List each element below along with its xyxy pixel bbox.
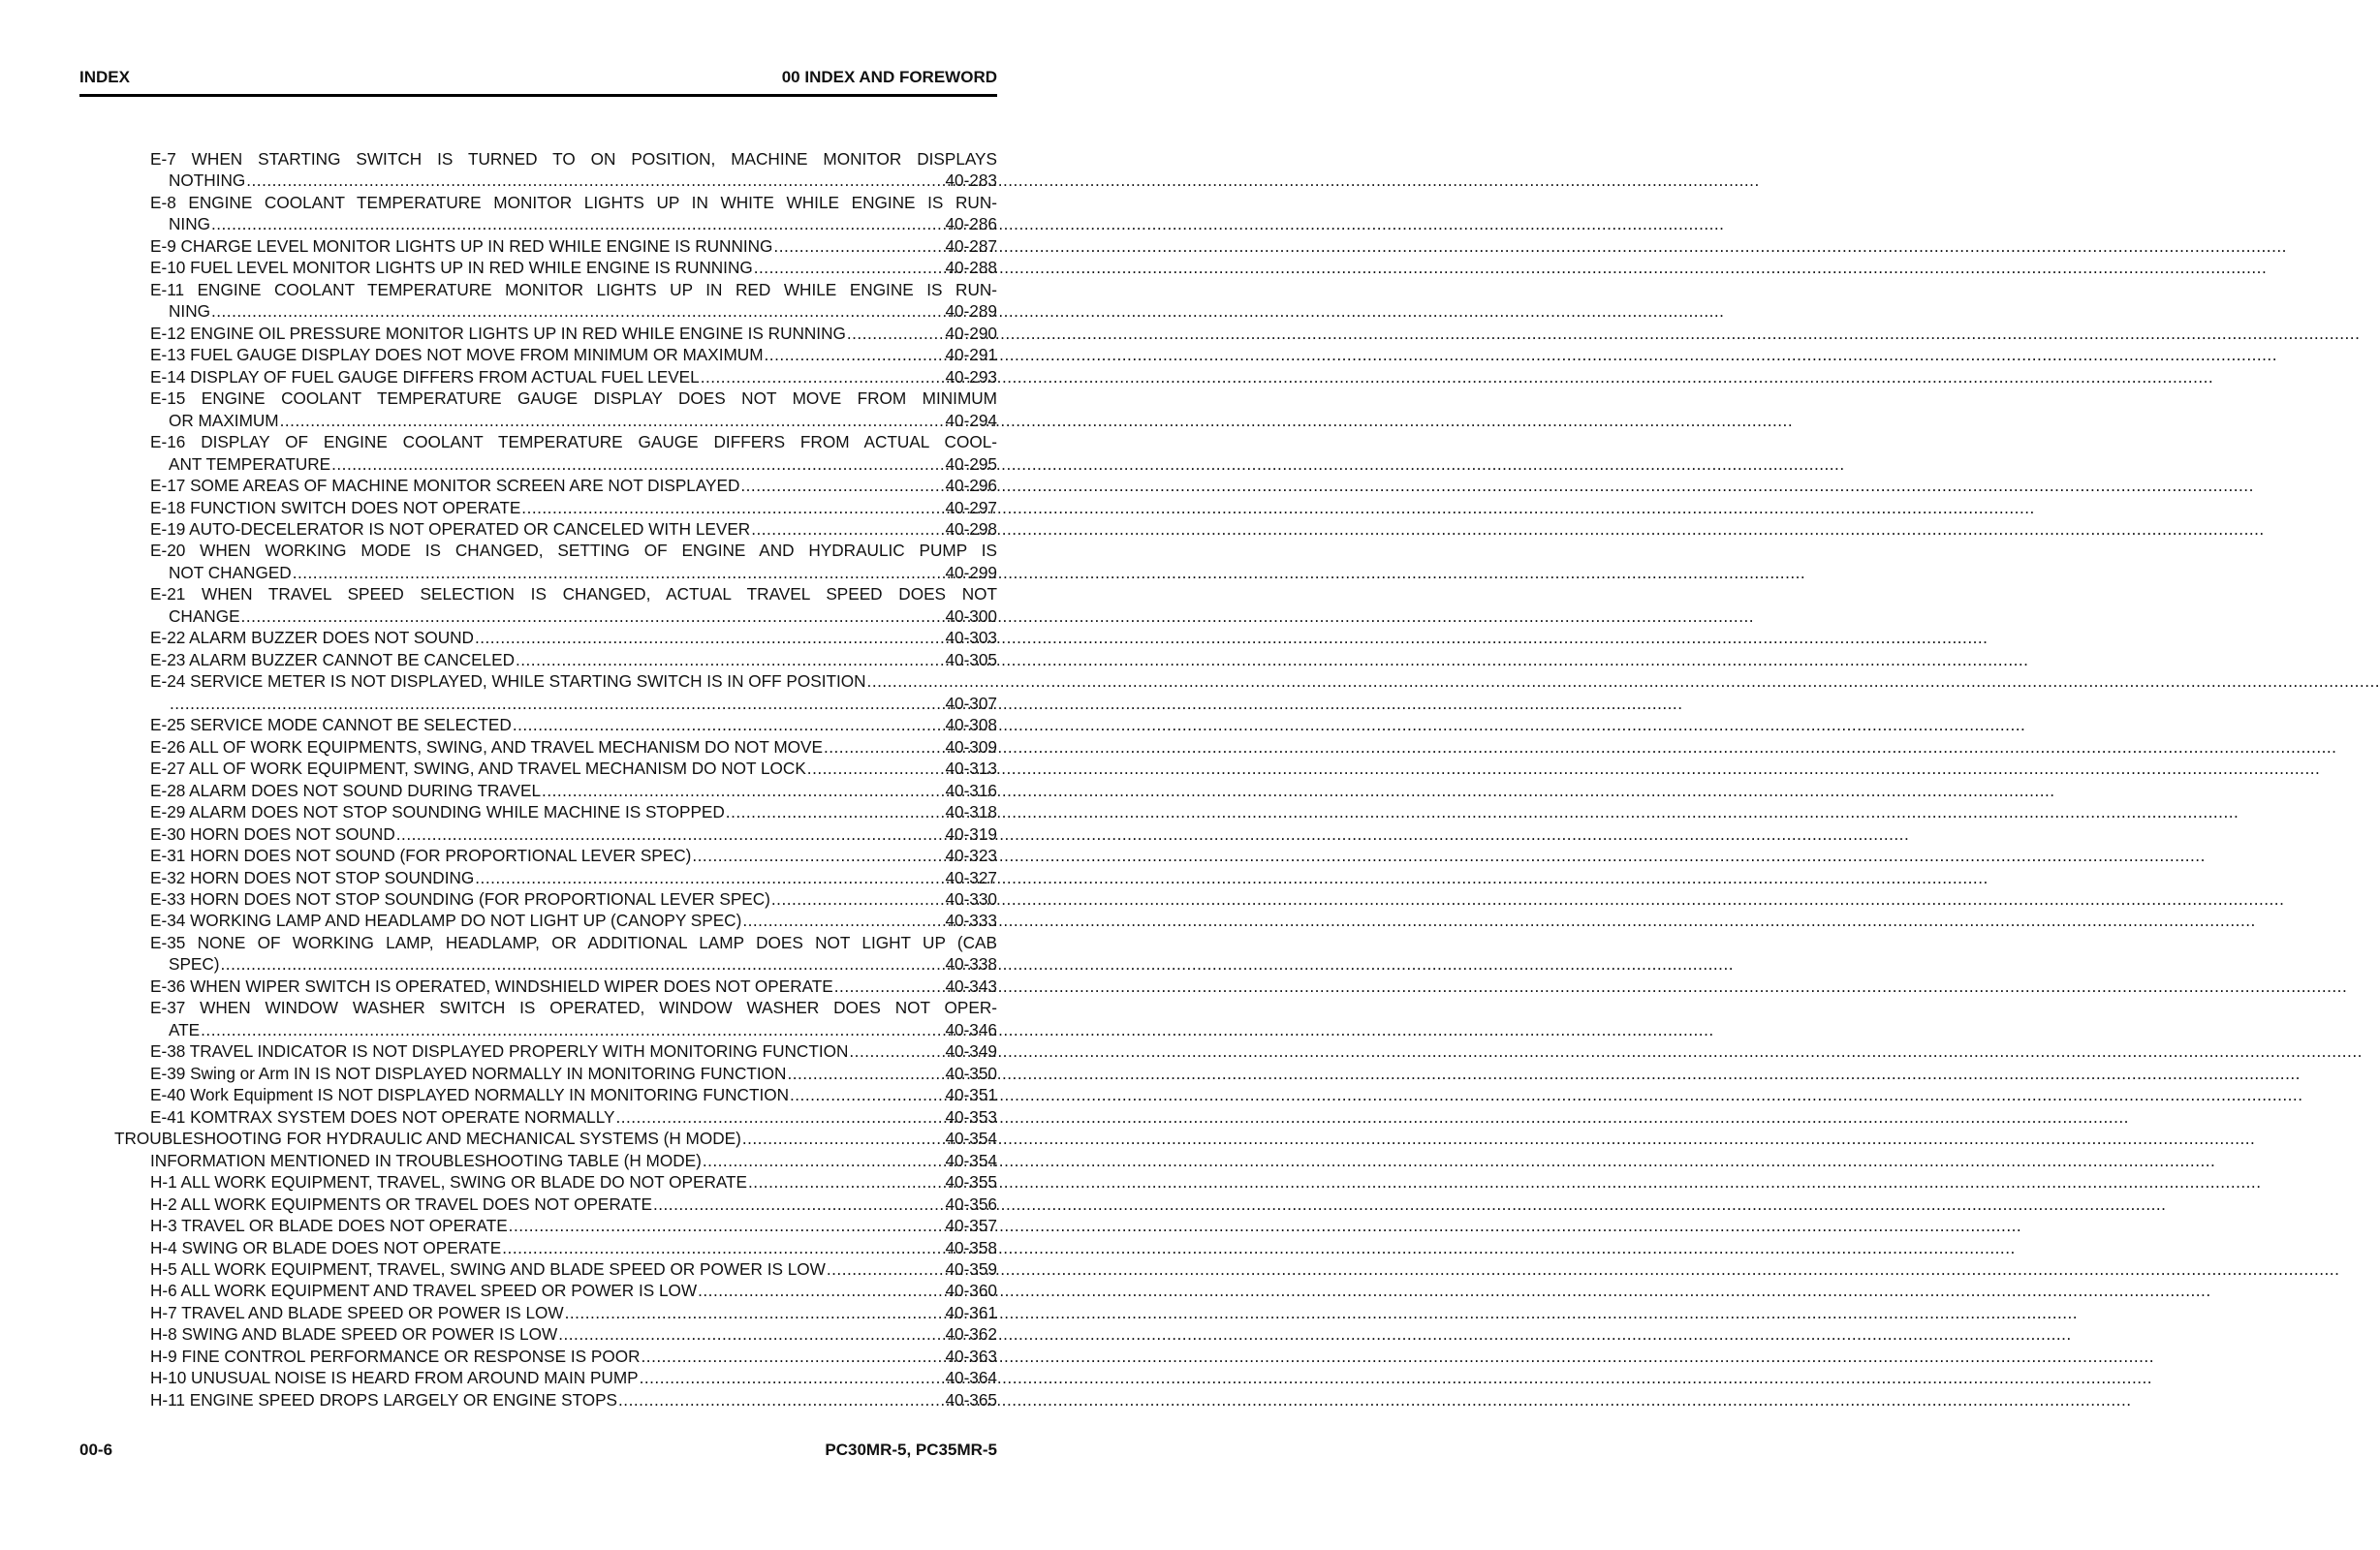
entry-title: E-26 ALL OF WORK EQUIPMENTS, SWING, AND TRAVEL MECHANISM DO NOT MOVE xyxy=(150,736,823,757)
index-entry xyxy=(114,1128,997,1150)
dot-leader xyxy=(827,1258,945,1281)
dot-leader xyxy=(516,649,944,671)
entry-title: E-10 FUEL LEVEL MONITOR LIGHTS UP IN RED WHILE ENGINE IS RUNNING xyxy=(150,258,753,278)
entry-page-ref: 40-362 xyxy=(945,1324,997,1345)
entry-title: E-37 WHEN WINDOW WASHER SWITCH IS OPERATED, WINDOW WASHER DOES NOT OPER- xyxy=(150,998,997,1018)
dot-leader xyxy=(396,823,945,846)
entry-title: H-6 ALL WORK EQUIPMENT AND TRAVEL SPEED OR POWER IS LOW xyxy=(150,1281,698,1301)
index-entry xyxy=(150,431,997,453)
dot-leader xyxy=(740,475,944,497)
entry-page-ref: 40-295 xyxy=(945,453,997,474)
entry-page-ref: 40-353 xyxy=(945,1106,997,1127)
dot-leader xyxy=(241,605,945,628)
entry-page-ref: 40-365 xyxy=(945,1389,997,1410)
dot-leader xyxy=(475,867,944,889)
index-entry xyxy=(150,670,997,693)
index-entry xyxy=(150,1215,997,1237)
index-entry xyxy=(169,213,997,235)
index-entry xyxy=(150,1346,997,1368)
entry-title: E-25 SERVICE MODE CANNOT BE SELECTED xyxy=(150,715,512,735)
index-entry xyxy=(150,279,997,301)
entry-page-ref: 40-288 xyxy=(945,258,997,278)
dot-leader xyxy=(807,758,945,780)
entry-title: ATE xyxy=(169,1019,201,1039)
entry-title: E-40 Work Equipment IS NOT DISPLAYED NORMALLY IN MONITORING FUNCTION xyxy=(150,1085,789,1105)
entry-title: E-23 ALARM BUZZER CANNOT BE CANCELED xyxy=(150,649,515,669)
entry-title: E-13 FUEL GAUGE DISPLAY DOES NOT MOVE FROM MINIMUM OR MAXIMUM xyxy=(150,345,764,365)
entry-title: E-32 HORN DOES NOT STOP SOUNDING xyxy=(150,867,475,887)
index-entry xyxy=(150,867,997,889)
entry-title: E-8 ENGINE COOLANT TEMPERATURE MONITOR LIGHTS UP IN WHITE WHILE ENGINE IS RUN- xyxy=(150,192,997,212)
entry-title: E-22 ALARM BUZZER DOES NOT SOUND xyxy=(150,628,474,648)
index-entry xyxy=(150,1302,997,1324)
entry-title: H-5 ALL WORK EQUIPMENT, TRAVEL, SWING AND BLADE SPEED OR POWER IS LOW xyxy=(150,1258,826,1279)
entry-title: E-36 WHEN WIPER SWITCH IS OPERATED, WINDSHIELD WIPER DOES NOT OPERATE xyxy=(150,976,833,996)
index-entry xyxy=(150,758,997,780)
index-entry xyxy=(150,1106,997,1129)
dot-leader xyxy=(701,366,945,388)
entry-page-ref: 40-333 xyxy=(945,911,997,931)
entry-title: E-14 DISPLAY OF FUEL GAUGE DIFFERS FROM ACTUAL FUEL LEVEL xyxy=(150,366,700,387)
entry-page-ref: 40-349 xyxy=(945,1041,997,1062)
entry-title: E-38 TRAVEL INDICATOR IS NOT DISPLAYED PROPERLY WITH MONITORING FUNCTION xyxy=(150,1041,849,1062)
entry-page-ref: 40-283 xyxy=(945,170,997,191)
dot-leader xyxy=(331,453,944,476)
entry-title: E-24 SERVICE METER IS NOT DISPLAYED, WHILE STARTING SWITCH IS IN OFF POSITION xyxy=(150,671,866,692)
index-entry xyxy=(150,583,997,605)
index-entry xyxy=(150,148,997,170)
entry-page-ref: 40-357 xyxy=(945,1216,997,1236)
entry-title: H-8 SWING AND BLADE SPEED OR POWER IS LOW xyxy=(150,1324,558,1345)
dot-leader xyxy=(726,801,945,823)
entry-title: E-7 WHEN STARTING SWITCH IS TURNED TO ON POSITION, MACHINE MONITOR DISPLAYS xyxy=(150,149,997,169)
entry-title: E-12 ENGINE OIL PRESSURE MONITOR LIGHTS UP IN RED WHILE ENGINE IS RUNNING xyxy=(150,323,846,343)
dot-leader xyxy=(754,257,945,279)
dot-leader xyxy=(640,1367,945,1389)
dot-leader xyxy=(773,235,944,258)
index-entry xyxy=(150,888,997,911)
dot-leader xyxy=(558,1323,944,1346)
model-name: PC30MR-5, PC35MR-5 xyxy=(825,1441,997,1459)
entry-page-ref: 40-287 xyxy=(945,235,997,256)
dot-leader xyxy=(765,344,945,366)
dot-leader xyxy=(751,518,944,541)
dot-leader xyxy=(849,1040,944,1063)
dot-leader xyxy=(502,1237,944,1259)
entry-title: H-2 ALL WORK EQUIPMENTS OR TRAVEL DOES NOT OPERATE xyxy=(150,1194,652,1214)
index-entry xyxy=(150,1084,997,1106)
entry-page-ref: 40-358 xyxy=(945,1237,997,1257)
index-entry xyxy=(150,1171,997,1194)
index-entry xyxy=(150,540,997,562)
entry-title: E-39 Swing or Arm IN IS NOT DISPLAYED NORMALLY IN MONITORING FUNCTION xyxy=(150,1063,787,1083)
index-entry xyxy=(150,736,997,759)
header-rule xyxy=(79,94,997,97)
dot-leader xyxy=(867,670,996,693)
dot-leader xyxy=(847,323,945,345)
index-entry xyxy=(169,693,997,715)
entry-title: E-35 NONE OF WORKING LAMP, HEADLAMP, OR ADDITIONAL LAMP DOES NOT LIGHT UP (CAB xyxy=(150,932,997,952)
index-entry xyxy=(169,1019,997,1041)
dot-leader xyxy=(692,845,944,867)
index-entry xyxy=(150,823,997,846)
entry-title: NING xyxy=(169,214,210,234)
entry-page-ref: 40-363 xyxy=(945,1346,997,1366)
entry-page-ref: 40-356 xyxy=(945,1194,997,1214)
index-entry xyxy=(150,1040,997,1063)
index-entry xyxy=(150,1237,997,1259)
index-entry xyxy=(150,1194,997,1216)
dot-leader xyxy=(787,1063,944,1085)
entry-title: E-30 HORN DOES NOT SOUND xyxy=(150,823,395,844)
entry-page-ref: 40-309 xyxy=(945,736,997,757)
entry-page-ref: 40-360 xyxy=(945,1281,997,1301)
index-entry xyxy=(150,257,997,279)
entry-title: OR MAXIMUM xyxy=(169,410,279,430)
index-entry xyxy=(169,170,997,192)
entry-page-ref: 40-354 xyxy=(945,1129,997,1149)
entry-title: E-21 WHEN TRAVEL SPEED SELECTION IS CHANGED, ACTUAL TRAVEL SPEED DOES NOT xyxy=(150,584,997,604)
entry-page-ref: 40-359 xyxy=(945,1258,997,1279)
entry-title: H-1 ALL WORK EQUIPMENT, TRAVEL, SWING OR BLADE DO NOT OPERATE xyxy=(150,1172,748,1193)
entry-title: E-9 CHARGE LEVEL MONITOR LIGHTS UP IN RED WHILE ENGINE IS RUNNING xyxy=(150,235,773,256)
entry-page-ref: 40-351 xyxy=(945,1085,997,1105)
entry-title: NOTHING xyxy=(169,170,246,191)
entry-title: E-28 ALARM DOES NOT SOUND DURING TRAVEL xyxy=(150,780,542,800)
index-entry xyxy=(169,605,997,628)
index-entry xyxy=(150,649,997,671)
entry-page-ref: 40-308 xyxy=(945,715,997,735)
index-entry xyxy=(150,627,997,649)
entry-page-ref: 40-323 xyxy=(945,846,997,866)
page-number: 00-6 xyxy=(79,1441,113,1459)
dot-leader xyxy=(475,627,945,649)
index-entry xyxy=(169,453,997,476)
entry-title: E-34 WORKING LAMP AND HEADLAMP DO NOT LIGHT UP (CANOPY SPEC) xyxy=(150,911,742,931)
entry-title: E-33 HORN DOES NOT STOP SOUNDING (FOR PROPORTIONAL LEVER SPEC) xyxy=(150,888,770,909)
index-entry xyxy=(150,714,997,736)
dot-leader xyxy=(653,1194,945,1216)
entry-title: TROUBLESHOOTING FOR HYDRAULIC AND MECHANICAL SYSTEMS (H MODE) xyxy=(114,1129,741,1149)
index-entry xyxy=(150,1150,997,1172)
dot-leader xyxy=(748,1171,944,1194)
entry-title: H-11 ENGINE SPEED DROPS LARGELY OR ENGINE STOPS xyxy=(150,1389,618,1410)
dot-leader xyxy=(509,1215,945,1237)
entry-title: E-31 HORN DOES NOT SOUND (FOR PROPORTIONAL LEVER SPEC) xyxy=(150,846,692,866)
entry-page-ref: 40-354 xyxy=(945,1150,997,1170)
entry-title: H-9 FINE CONTROL PERFORMANCE OR RESPONSE IS POOR xyxy=(150,1346,641,1366)
entry-title: E-17 SOME AREAS OF MACHINE MONITOR SCREEN ARE NOT DISPLAYED xyxy=(150,476,740,496)
header-chapter-title: 00 INDEX AND FOREWORD xyxy=(781,68,997,86)
dot-leader xyxy=(280,410,945,432)
entry-page-ref: 40-318 xyxy=(945,802,997,822)
entry-title: INFORMATION MENTIONED IN TROUBLESHOOTING TABLE (H MODE) xyxy=(150,1150,702,1170)
dot-leader xyxy=(790,1084,944,1106)
entry-title: E-20 WHEN WORKING MODE IS CHANGED, SETTING OF ENGINE AND HYDRAULIC PUMP IS xyxy=(150,541,997,561)
index-entry xyxy=(150,845,997,867)
entry-title: E-11 ENGINE COOLANT TEMPERATURE MONITOR LIGHTS UP IN RED WHILE ENGINE IS RUN- xyxy=(150,279,997,299)
index-entry xyxy=(150,388,997,410)
entry-page-ref: 40-319 xyxy=(945,823,997,844)
entry-title: SPEC) xyxy=(169,954,220,975)
index-entry xyxy=(169,300,997,323)
dot-leader xyxy=(742,1128,945,1150)
index-entry xyxy=(150,1063,997,1085)
index-entry xyxy=(150,192,997,214)
entry-page-ref: 40-290 xyxy=(945,323,997,343)
index-entry xyxy=(150,801,997,823)
dot-leader xyxy=(170,693,944,715)
dot-leader xyxy=(824,736,944,759)
dot-leader xyxy=(513,714,945,736)
index-entry xyxy=(169,562,997,584)
entry-page-ref: 40-297 xyxy=(945,497,997,517)
index-entry xyxy=(150,1389,997,1411)
dot-leader xyxy=(834,976,945,998)
entry-title: E-15 ENGINE COOLANT TEMPERATURE GAUGE DISPLAY DOES NOT MOVE FROM MINIMUM xyxy=(150,388,997,409)
entry-page-ref: 40-343 xyxy=(945,976,997,996)
index-entry xyxy=(169,410,997,432)
entry-page-ref: 40-296 xyxy=(945,476,997,496)
index-entry xyxy=(150,366,997,388)
dot-leader xyxy=(521,497,944,519)
index-entry xyxy=(150,1367,997,1389)
entry-title: NING xyxy=(169,301,210,322)
dot-leader xyxy=(615,1106,944,1129)
dot-leader xyxy=(542,780,944,802)
entry-page-ref: 40-361 xyxy=(945,1302,997,1322)
entry-title: H-4 SWING OR BLADE DOES NOT OPERATE xyxy=(150,1237,502,1257)
entry-page-ref: 40-327 xyxy=(945,867,997,887)
entry-title: E-18 FUNCTION SWITCH DOES NOT OPERATE xyxy=(150,497,521,517)
entry-title: E-19 AUTO-DECELERATOR IS NOT OPERATED OR CANCELED WITH LEVER xyxy=(150,518,751,539)
entry-page-ref: 40-307 xyxy=(945,693,997,713)
index-entry xyxy=(150,932,997,954)
index-entry xyxy=(150,475,997,497)
index-entry xyxy=(169,953,997,976)
dot-leader xyxy=(293,562,945,584)
dot-leader xyxy=(742,910,944,932)
entry-title: E-41 KOMTRAX SYSTEM DOES NOT OPERATE NORMALLY xyxy=(150,1106,615,1127)
entry-page-ref: 40-299 xyxy=(945,562,997,582)
entry-page-ref: 40-291 xyxy=(945,345,997,365)
entry-page-ref: 40-298 xyxy=(945,518,997,539)
dot-leader xyxy=(703,1150,945,1172)
entry-title: E-27 ALL OF WORK EQUIPMENT, SWING, AND TRAVEL MECHANISM DO NOT LOCK xyxy=(150,759,806,779)
entry-title: NOT CHANGED xyxy=(169,562,292,582)
entry-page-ref: 40-286 xyxy=(945,214,997,234)
dot-leader xyxy=(246,170,944,192)
entry-page-ref: 40-303 xyxy=(945,628,997,648)
dot-leader xyxy=(698,1280,944,1302)
dot-leader xyxy=(201,1019,944,1041)
entry-title: E-16 DISPLAY OF ENGINE COOLANT TEMPERATURE GAUGE DIFFERS FROM ACTUAL COOL- xyxy=(150,432,997,452)
entry-page-ref: 40-316 xyxy=(945,780,997,800)
entry-title: E-29 ALARM DOES NOT STOP SOUNDING WHILE MACHINE IS STOPPED xyxy=(150,802,725,822)
entry-page-ref: 40-338 xyxy=(945,954,997,975)
index-entry xyxy=(150,344,997,366)
index-entry xyxy=(150,910,997,932)
entry-page-ref: 40-355 xyxy=(945,1172,997,1193)
entry-page-ref: 40-300 xyxy=(945,605,997,626)
index-entry xyxy=(150,497,997,519)
dot-leader xyxy=(642,1346,945,1368)
entry-title: H-7 TRAVEL AND BLADE SPEED OR POWER IS LOW xyxy=(150,1302,564,1322)
index-entry xyxy=(150,1258,997,1281)
entry-title: H-10 UNUSUAL NOISE IS HEARD FROM AROUND MAIN PUMP xyxy=(150,1368,639,1388)
dot-leader xyxy=(618,1389,944,1411)
dot-leader xyxy=(221,953,945,976)
index-entry xyxy=(150,1323,997,1346)
index-entry xyxy=(150,518,997,541)
entry-title: H-3 TRAVEL OR BLADE DOES NOT OPERATE xyxy=(150,1216,508,1236)
dot-leader xyxy=(211,213,945,235)
index-entry xyxy=(150,780,997,802)
entry-title: CHANGE xyxy=(169,605,240,626)
entry-page-ref: 40-364 xyxy=(945,1368,997,1388)
header-section-label: INDEX xyxy=(79,68,130,86)
index-entry xyxy=(150,323,997,345)
dot-leader xyxy=(211,300,945,323)
entry-page-ref: 40-294 xyxy=(945,410,997,430)
entry-page-ref: 40-289 xyxy=(945,301,997,322)
index-entry xyxy=(150,997,997,1019)
index-entry xyxy=(150,1280,997,1302)
entry-page-ref: 40-293 xyxy=(945,366,997,387)
entry-page-ref: 40-346 xyxy=(945,1019,997,1039)
entry-page-ref: 40-313 xyxy=(945,759,997,779)
dot-leader xyxy=(565,1302,945,1324)
entry-page-ref: 40-350 xyxy=(945,1063,997,1083)
index-entry xyxy=(150,235,997,258)
dot-leader xyxy=(771,888,945,911)
entry-page-ref: 40-305 xyxy=(945,649,997,669)
entry-page-ref: 40-330 xyxy=(945,888,997,909)
index-entry xyxy=(150,976,997,998)
entry-title: ANT TEMPERATURE xyxy=(169,453,331,474)
